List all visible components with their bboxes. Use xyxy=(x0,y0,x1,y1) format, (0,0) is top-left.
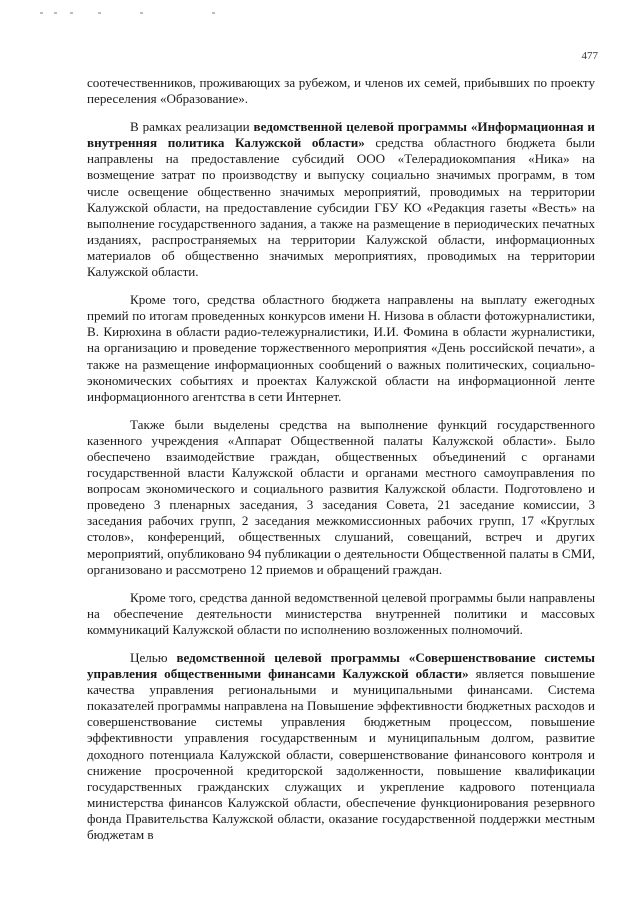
bold-text-run: ведомственной целевой программы «Информационная и внутренняя политика Калужской области» xyxy=(87,119,595,151)
text-run: является повышение качества управления региональными и муниципальными финансами. Система показателей программы направлена на Повышение эффективности бюджетных расходов и совершенствование системы управления бюджетным процессом, повышение эффективности управления государственным и муниципальным долгом, развитие доходного потенциала Калужской области, совершенствование финансового контроля и снижение просроченной кредиторской задолженности, повышение квалификации государственных гражданских служащих и укрепление кадрового потенциала министерства финансов Калужской области, обеспечение функционирования резервного фонда Правительства Калужской области, оказание государственной поддержки местным бюджетам в xyxy=(87,666,595,843)
scan-artifacts xyxy=(40,12,270,18)
paragraph xyxy=(87,75,595,107)
paragraph xyxy=(87,292,595,405)
paragraph xyxy=(87,417,595,578)
document-body xyxy=(87,75,595,855)
page-number: 477 xyxy=(581,50,598,62)
text-run: В рамках реализации xyxy=(130,119,254,135)
text-run: средства областного бюджета были направлены на предоставление субсидий ООО «Телерадиокомпания «Ника» на возмещение затрат по производству и выпуску социально значимых программ, в том числе освещение общественно значимых мероприятий, проводимых на территории Калужской области, на предоставление субсидии ГБУ КО «Редакция газеты «Весть» на выполнение государственного задания, а также на размещение в периодических печатных изданиях, распространяемых на территории Калужской области, информационных материалов об общественно значимых мероприятиях, проводимых на территории Калужской области. xyxy=(87,135,595,280)
paragraph xyxy=(87,590,595,638)
text-run: соотечественников, проживающих за рубежом, и членов их семей, прибывших по проекту переселения «Образование». xyxy=(87,75,595,107)
text-run: Кроме того, средства областного бюджета направлены на выплату ежегодных премий по итогам проведенных конкурсов имени Н. Низова в области фотожурналистики, В. Кирюхина в области радио-тележурналистики, И.И. Фомина в области журналистики, на организацию и проведение торжественного мероприятия «День российской печати», а также на размещение информационных сообщений о важных политических, социально-экономических событиях и проектах Калужской области на информационной ленте информационного агентства в сети Интернет. xyxy=(87,292,595,404)
bold-text-run: ведомственной целевой программы «Совершенствование системы управления общественными финансами Калужской области» xyxy=(87,650,595,682)
paragraph xyxy=(87,119,595,280)
text-run: Также были выделены средства на выполнение функций государственного казенного учреждения «Аппарат Общественной палаты Калужской области». Было обеспечено взаимодействие граждан, общественных объединений с органами государственной власти Калужской области и органами местного самоуправления по вопросам экономического и социального развития Калужской области. Подготовлено и проведено 3 пленарных заседания, 3 заседания Совета, 21 заседание комиссии, 3 заседания рабочих групп, 2 заседания межкомиссионных рабочих групп, 17 «Круглых столов», конференций, общественных слушаний, совещаний, встреч и других мероприятий, опубликовано 94 публикации о деятельности Общественной палаты в СМИ, организовано и рассмотрено 12 приемов и обращений граждан. xyxy=(87,416,595,577)
text-run: Кроме того, средства данной ведомственной целевой программы были направлены на обеспечение деятельности министерства внутренней политики и массовых коммуникаций Калужской области по исполнению возложенных полномочий. xyxy=(87,589,595,637)
paragraph xyxy=(87,650,595,843)
text-run: Целью xyxy=(130,650,177,665)
